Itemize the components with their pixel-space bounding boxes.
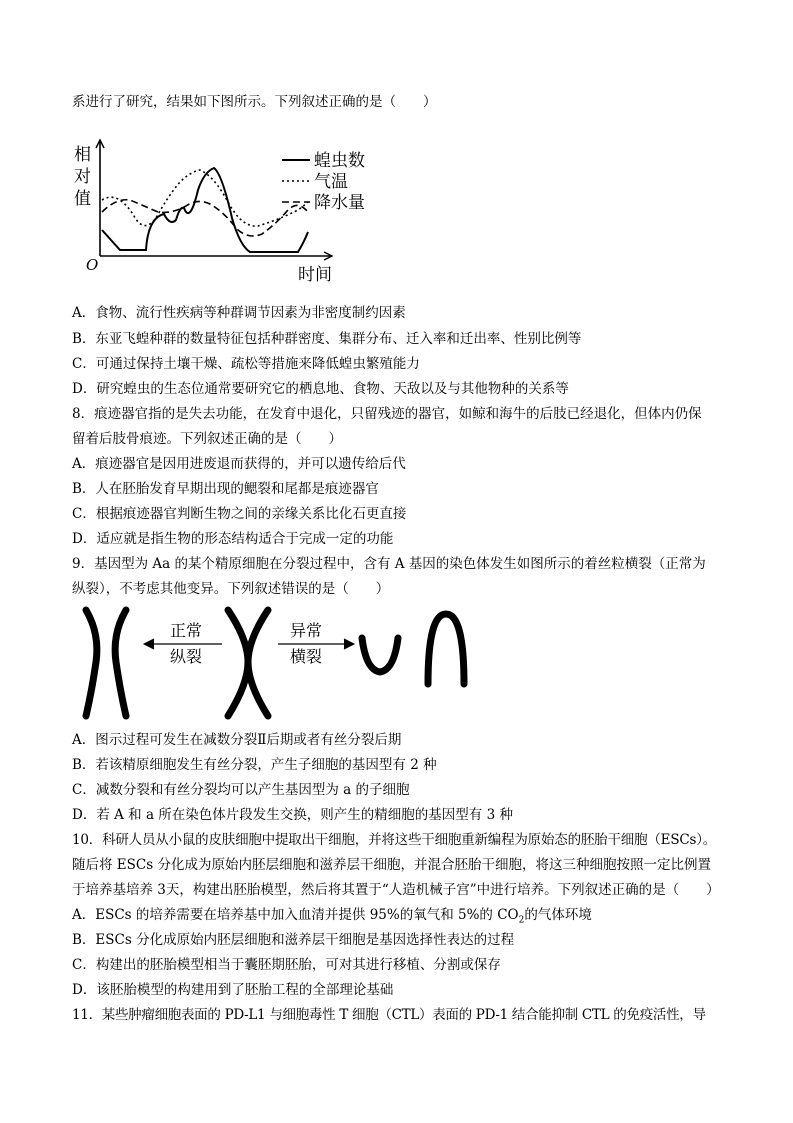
- q7-option-a: A．食物、流行性疾病等种群调节因素为非密度制约因素: [72, 305, 406, 321]
- q10-option-a-tail: 的气体环境: [524, 907, 592, 923]
- y-label-3: 值: [74, 189, 91, 209]
- q10-stem-line2: 随后将 ESCs 分化成为原始内胚层细胞和滋养层干细胞，并混合胚胎干细胞，将这三种细胞按照一定比例置: [72, 857, 711, 873]
- q8-stem-line1: 8．痕迹器官指的是失去功能，在发育中退化，只留残迹的器官，如鲸和海牛的后肢已经退化，但体内仍保: [72, 406, 702, 422]
- q7-option-b: B．东亚飞蝗种群的数量特征包括种群密度、集群分布、迁入率和迁出率、性别比例等: [72, 331, 582, 347]
- q7-option-c: C．可通过保持土壤干燥、疏松等措施来降低蝗虫繁殖能力: [72, 356, 420, 372]
- x-axis-label: 时间: [298, 265, 332, 285]
- q7-option-d: D．研究蝗虫的生态位通常要研究它的栖息地、食物、天敌以及与其他物种的关系等: [72, 381, 569, 397]
- chromatid-left-2: [115, 610, 126, 716]
- chromosome-x-2: [248, 610, 268, 716]
- q11-stem-line1: 11．某些肿瘤细胞表面的 PD-L1 与细胞毒性 T 细胞（CTL）表面的 PD-1 结合能抑制 CTL 的免疫活性，导: [72, 1007, 706, 1023]
- q8-option-c: C．根据痕迹器官判断生物之间的亲缘关系比化石更直接: [72, 506, 407, 522]
- origin-label: O: [86, 256, 99, 274]
- q8-option-b: B．人在胚胎发育早期出现的鳃裂和尾都是痕迹器官: [72, 481, 379, 497]
- legend-locust: 蝗虫数: [314, 151, 365, 171]
- intro-line: 系进行了研究，结果如下图所示。下列叙述正确的是（ ）: [72, 94, 437, 110]
- normal-label-2: 纵裂: [170, 647, 203, 666]
- q9-stem-line1: 9．基因型为 Aa 的某个精原细胞在分裂过程中，含有 A 基因的染色体发生如图所示的着丝粒横裂（正常为: [72, 556, 706, 572]
- legend-precipitation: 降水量: [314, 193, 365, 213]
- chromatid-left-1: [86, 610, 97, 716]
- normal-label-1: 正常: [170, 621, 203, 640]
- q8-stem-line2: 留着后肢骨痕迹。下列叙述正确的是（ ）: [72, 431, 342, 447]
- q10-stem-line1: 10．科研人员从小鼠的皮肤细胞中提取出干细胞，并将这些干细胞重新编程为原始态的胚胎干细胞（ESCs）。: [72, 832, 717, 848]
- q10-option-a-text: A．ESCs 的培养需要在培养基中加入血清并提供 95%的氧气和 5%的 CO: [72, 907, 519, 923]
- chromosome-arch: [428, 614, 464, 684]
- q10-option-b: B．ESCs 分化成原始内胚层细胞和滋养层干细胞是基因选择性表达的过程: [72, 932, 515, 948]
- y-label-1: 相: [74, 145, 91, 165]
- q9-option-a: A．图示过程可发生在减数分裂Ⅱ后期或者有丝分裂后期: [72, 732, 402, 748]
- series-temperature: [102, 170, 308, 226]
- q8-option-a: A．痕迹器官是因用进废退而获得的，并可以遗传给后代: [72, 456, 406, 472]
- q8-option-d: D．适应就是指生物的形态结构适合于完成一定的功能: [72, 531, 394, 547]
- q10-option-c: C．构建出的胚胎模型相当于囊胚期胚胎，可对其进行移植、分割或保存: [72, 957, 501, 973]
- q9-stem-line2: 纵裂），不考虑其他变异。下列叙述错误的是（ ）: [72, 581, 390, 597]
- chromosome-u: [362, 638, 398, 672]
- q9-option-d: D．若 A 和 a 所在染色体片段发生交换，则产生的精细胞的基因型有 3 种: [72, 807, 513, 823]
- q10-option-d: D．该胚胎模型的构建用到了胚胎工程的全部理论基础: [72, 982, 394, 998]
- locust-figure: [72, 138, 382, 288]
- y-label-2: 对: [74, 167, 91, 187]
- legend-temperature: 气温: [314, 172, 348, 192]
- q10-stem-line3: 于培养基培养 3天，构建出胚胎模型，然后将其置于“人造机械子宫”中进行培养。下列叙述正确的是（ ）: [72, 882, 720, 898]
- chromosome-figure: [76, 604, 476, 720]
- q9-option-b: B．若该精原细胞发生有丝分裂，产生子细胞的基因型有 2 种: [72, 757, 437, 773]
- abnormal-label-2: 横裂: [290, 647, 323, 666]
- q10-option-a: [72, 905, 592, 931]
- q9-option-c: C．减数分裂和有丝分裂均可以产生基因型为 a 的子细胞: [72, 782, 410, 798]
- series-locust: [102, 168, 308, 252]
- abnormal-label-1: 异常: [290, 621, 323, 640]
- series-precipitation: [102, 200, 308, 236]
- q10-option-a-subscript: 2: [518, 915, 525, 926]
